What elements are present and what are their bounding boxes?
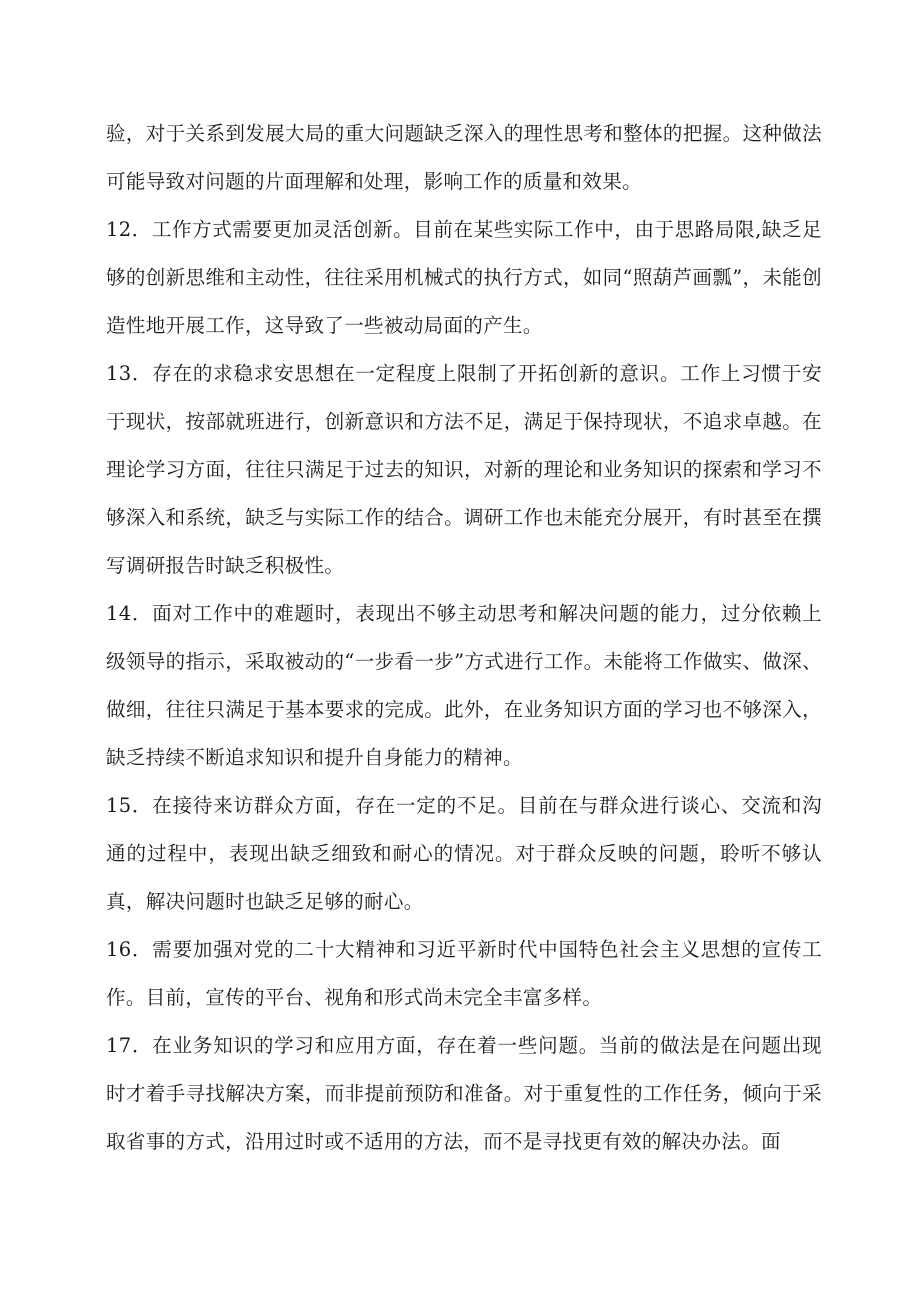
paragraph-item-17: 17．在业务知识的学习和应用方面，存在着一些问题。当前的做法是在问题出现时才着手寻找解决方案，而非提前预防和准备。对于重复性的工作任务，倾向于采取省事的方式，沿用过时或不适用的方法，而不是寻找更有效的解决办法。面 [106, 1034, 822, 1153]
paragraph-item-14: 14．面对工作中的难题时，表现出不够主动思考和解决问题的能力，过分依赖上级领导的指示，采取被动的“一步看一步”方式进行工作。未能将工作做实、做深、做细，往往只满足于基本要求的完成。此外，在业务知识方面的学习也不够深入，缺乏持续不断追求知识和提升自身能力的精神。 [106, 602, 822, 769]
paragraph-item-16: 16．需要加强对党的二十大精神和习近平新时代中国特色社会主义思想的宣传工作。目前，宣传的平台、视角和形式尚未完全丰富多样。 [106, 938, 822, 1009]
paragraph-continued: 验，对于关系到发展大局的重大问题缺乏深入的理性思考和整体的把握。这种做法可能导致对问题的片面理解和处理，影响工作的质量和效果。 [106, 122, 822, 193]
paragraph-item-13: 13．存在的求稳求安思想在一定程度上限制了开拓创新的意识。工作上习惯于安于现状，按部就班进行，创新意识和方法不足，满足于保持现状，不追求卓越。在理论学习方面，往往只满足于过去的知识，对新的理论和业务知识的探索和学习不够深入和系统，缺乏与实际工作的结合。调研工作也未能充分展开，有时甚至在撰写调研报告时缺乏积极性。 [106, 362, 822, 577]
document-page [106, 110, 822, 1166]
paragraph-item-12: 12．工作方式需要更加灵活创新。目前在某些实际工作中，由于思路局限,缺乏足够的创新思维和主动性，往往采用机械式的执行方式，如同“照葫芦画瓢”，未能创造性地开展工作，这导致了一些被动局面的产生。 [106, 218, 822, 337]
paragraph-item-15: 15．在接待来访群众方面，存在一定的不足。目前在与群众进行谈心、交流和沟通的过程中，表现出缺乏细致和耐心的情况。对于群众反映的问题，聆听不够认真，解决问题时也缺乏足够的耐心。 [106, 794, 822, 913]
